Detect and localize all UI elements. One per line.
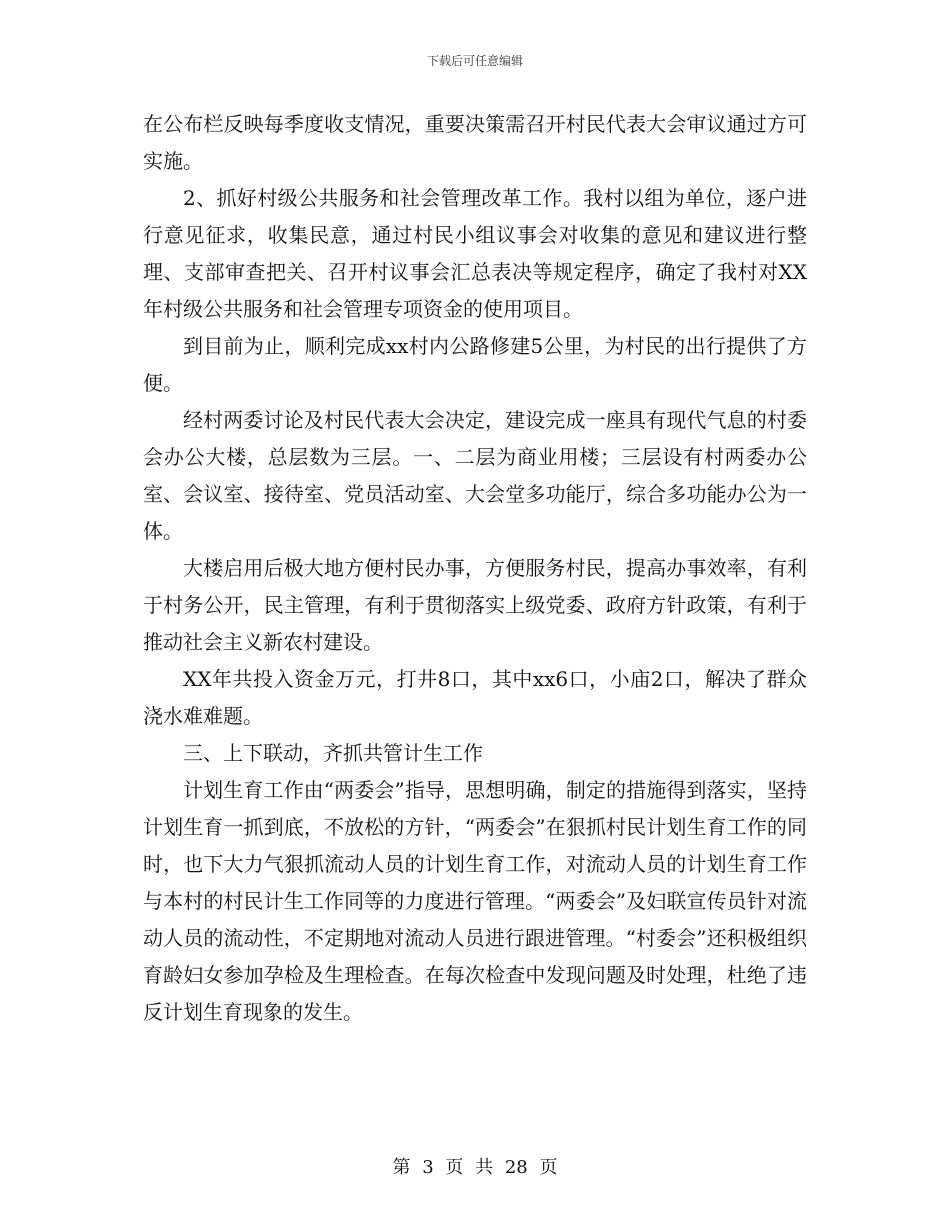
paragraph-2: 2、抓好村级公共服务和社会管理改革工作。我村以组为单位，逐户进行意见征求，收集民意，通过村民小组议事会对收集的意见和建议进行整理、支部审查把关、召开村议事会汇总表决等规定程序，确定了我村对XX年村级公共服务和社会管理专项资金的使用项目。 (143, 186, 807, 321)
paragraph-4: 经村两委讨论及村民代表大会决定，建设完成一座具有现代气息的村委会办公大楼，总层数为三层。一、二层为商业用楼；三层设有村两委办公室、会议室、接待室、党员活动室、大会堂多功能厅，综合多功能办公为一体。 (143, 408, 807, 543)
document-body (143, 106, 807, 1031)
paragraph-1: 在公布栏反映每季度收支情况，重要决策需召开村民代表大会审议通过方可实施。 (143, 112, 807, 173)
page-number: 第 3 页 共 28 页 (392, 1157, 558, 1178)
section-heading: 三、上下联动，齐抓共管计生工作 (183, 741, 483, 765)
paragraph-7: 计划生育工作由“两委会”指导，思想明确，制定的措施得到落实，坚持计划生育一抓到底，不放松的方针，“两委会”在狠抓村民计划生育工作的同时，也下大力气狠抓流动人员的计划生育工作，对流动人员的计划生育工作与本村的村民计生工作同等的力度进行管理。“两委会”及妇联宣传员针对流动人员的流动性，不定期地对流动人员进行跟进管理。“村委会”还积极组织育龄妇女参加孕检及生理检查。在每次检查中发现问题及时处理，杜绝了违反计划生育现象的发生。 (143, 778, 807, 1024)
page-header-note: 下载后可任意编辑 (426, 54, 523, 68)
paragraph-5: 大楼启用后极大地方便村民办事，方便服务村民，提高办事效率，有利于村务公开，民主管理，有利于贯彻落实上级党委、政府方针政策，有利于推动社会主义新农村建设。 (143, 556, 807, 654)
paragraph-6: XX年共投入资金万元，打井8口，其中xx6口，小庙2口，解决了群众浇水难难题。 (143, 667, 807, 728)
paragraph-3: 到目前为止，顺利完成xx村内公路修建5公里，为村民的出行提供了方便。 (143, 334, 807, 395)
